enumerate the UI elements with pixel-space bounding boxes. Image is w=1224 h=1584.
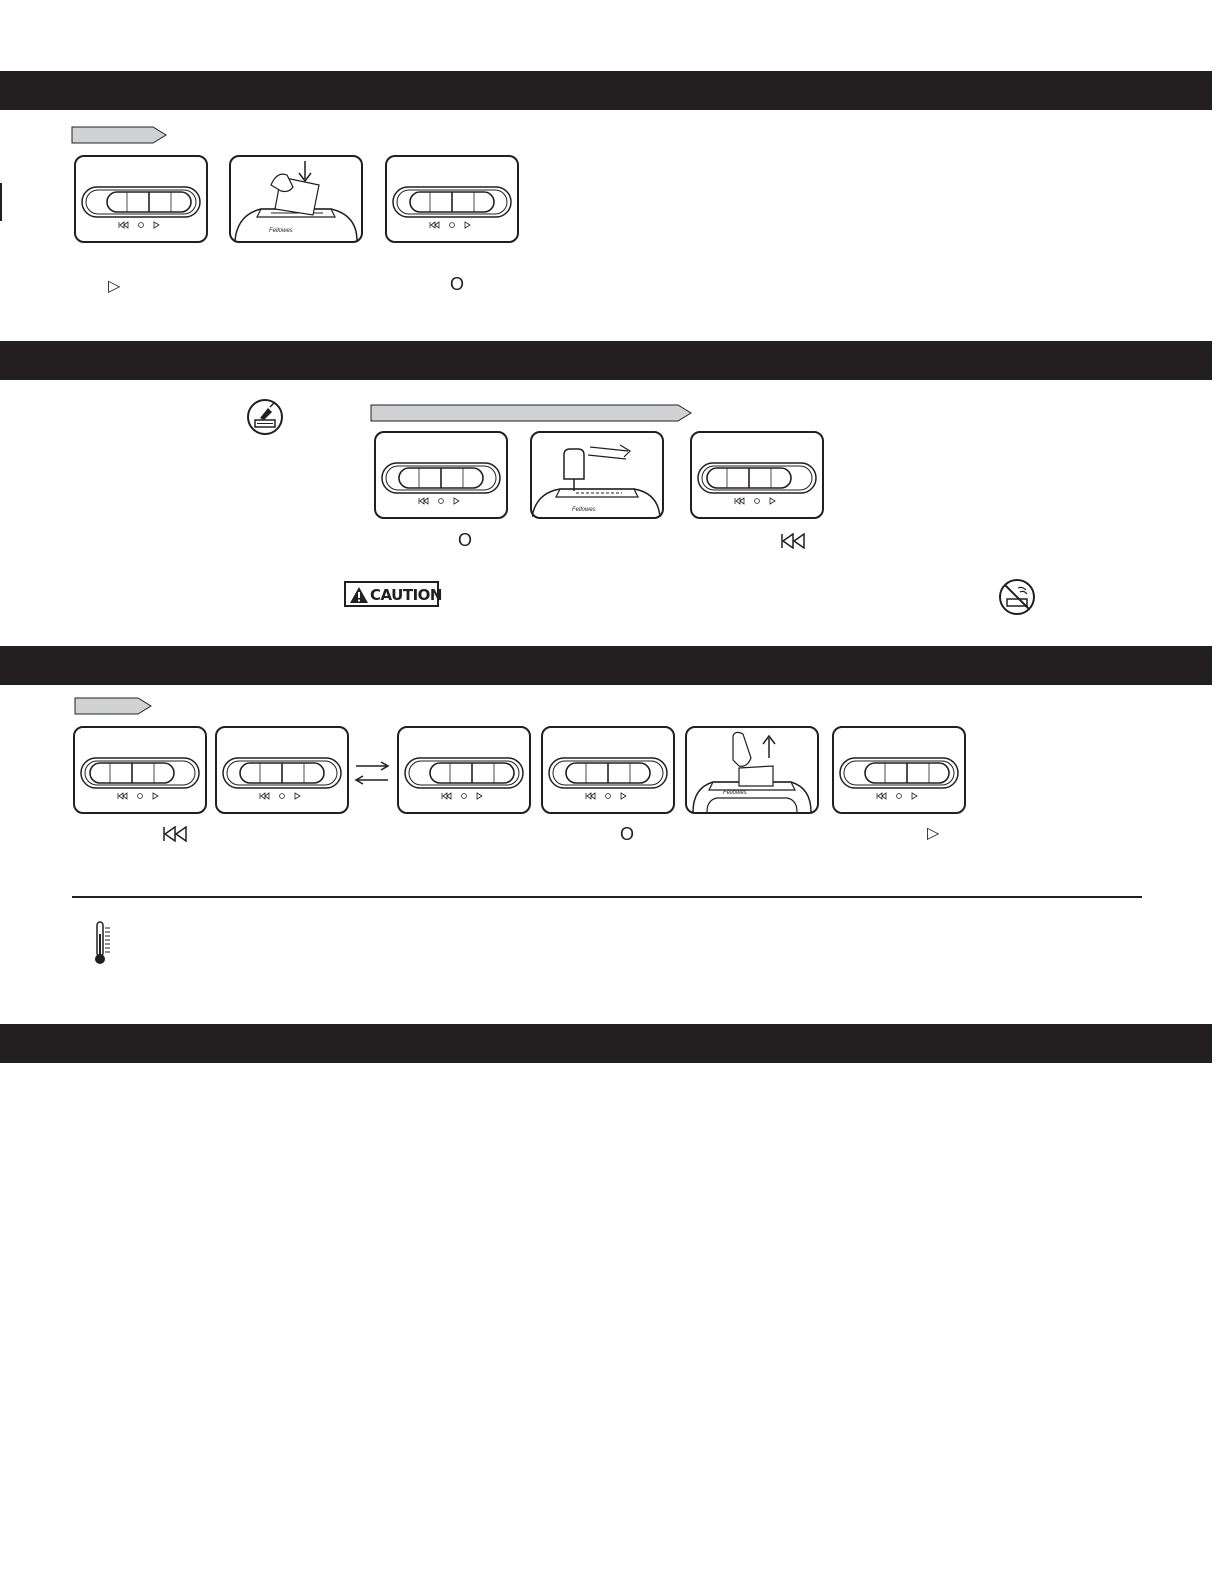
- forward-symbol: ▷: [108, 278, 121, 295]
- switch-forward-icon: [76, 157, 206, 241]
- switch-center-icon: [217, 728, 347, 812]
- illustration-panel: [685, 726, 819, 814]
- remove-paper-icon: [687, 728, 817, 812]
- forward-symbol: ▷: [927, 825, 940, 842]
- switch-panel: [690, 431, 824, 519]
- switch-forward-icon: [399, 728, 529, 812]
- step-tag-arrow: [370, 404, 692, 422]
- switch-reverse-icon: [692, 433, 822, 517]
- switch-panel: [74, 155, 208, 243]
- switch-off-icon: [376, 433, 506, 517]
- insert-paper-icon: [231, 157, 361, 241]
- oil-bottle-icon: [532, 433, 662, 517]
- illustration-panel: [530, 431, 664, 519]
- off-symbol: O: [458, 530, 473, 550]
- reverse-symbol: [780, 533, 806, 549]
- section-header-band-4: [0, 1024, 1212, 1063]
- alternate-arrows-icon: [354, 760, 390, 786]
- step-tag-arrow: [71, 126, 167, 144]
- step-tag-arrow: [74, 697, 152, 715]
- switch-panel: [385, 155, 519, 243]
- oil-maintenance-icon: [246, 398, 284, 436]
- switch-panel: [73, 726, 207, 814]
- illustration-panel: [229, 155, 363, 243]
- off-symbol: O: [450, 274, 465, 294]
- switch-panel: [832, 726, 966, 814]
- thermometer-icon: [92, 920, 114, 966]
- switch-off-icon: [387, 157, 517, 241]
- warning-icon: [349, 586, 369, 604]
- switch-panel: [215, 726, 349, 814]
- switch-panel: [541, 726, 675, 814]
- switch-panel: [374, 431, 508, 519]
- caution-text: CAUTION: [370, 586, 442, 604]
- page-edge-marker: [0, 183, 2, 221]
- switch-reverse-icon: [75, 728, 205, 812]
- section-header-band-3: [0, 646, 1212, 685]
- no-aerosol-icon: [998, 578, 1036, 616]
- svg-text:Fellowes: Fellowes: [269, 228, 293, 234]
- section-header-band-1: [0, 71, 1212, 110]
- switch-off-icon: [543, 728, 673, 812]
- svg-text:Fellowes: Fellowes: [723, 790, 747, 796]
- caution-label: [344, 581, 442, 607]
- switch-forward-icon: [834, 728, 964, 812]
- section-header-band-2: [0, 341, 1212, 380]
- reverse-symbol: [162, 826, 188, 842]
- section-divider: [72, 896, 1142, 898]
- svg-text:Fellowes: Fellowes: [572, 507, 596, 513]
- switch-panel: [397, 726, 531, 814]
- off-symbol: O: [620, 824, 635, 844]
